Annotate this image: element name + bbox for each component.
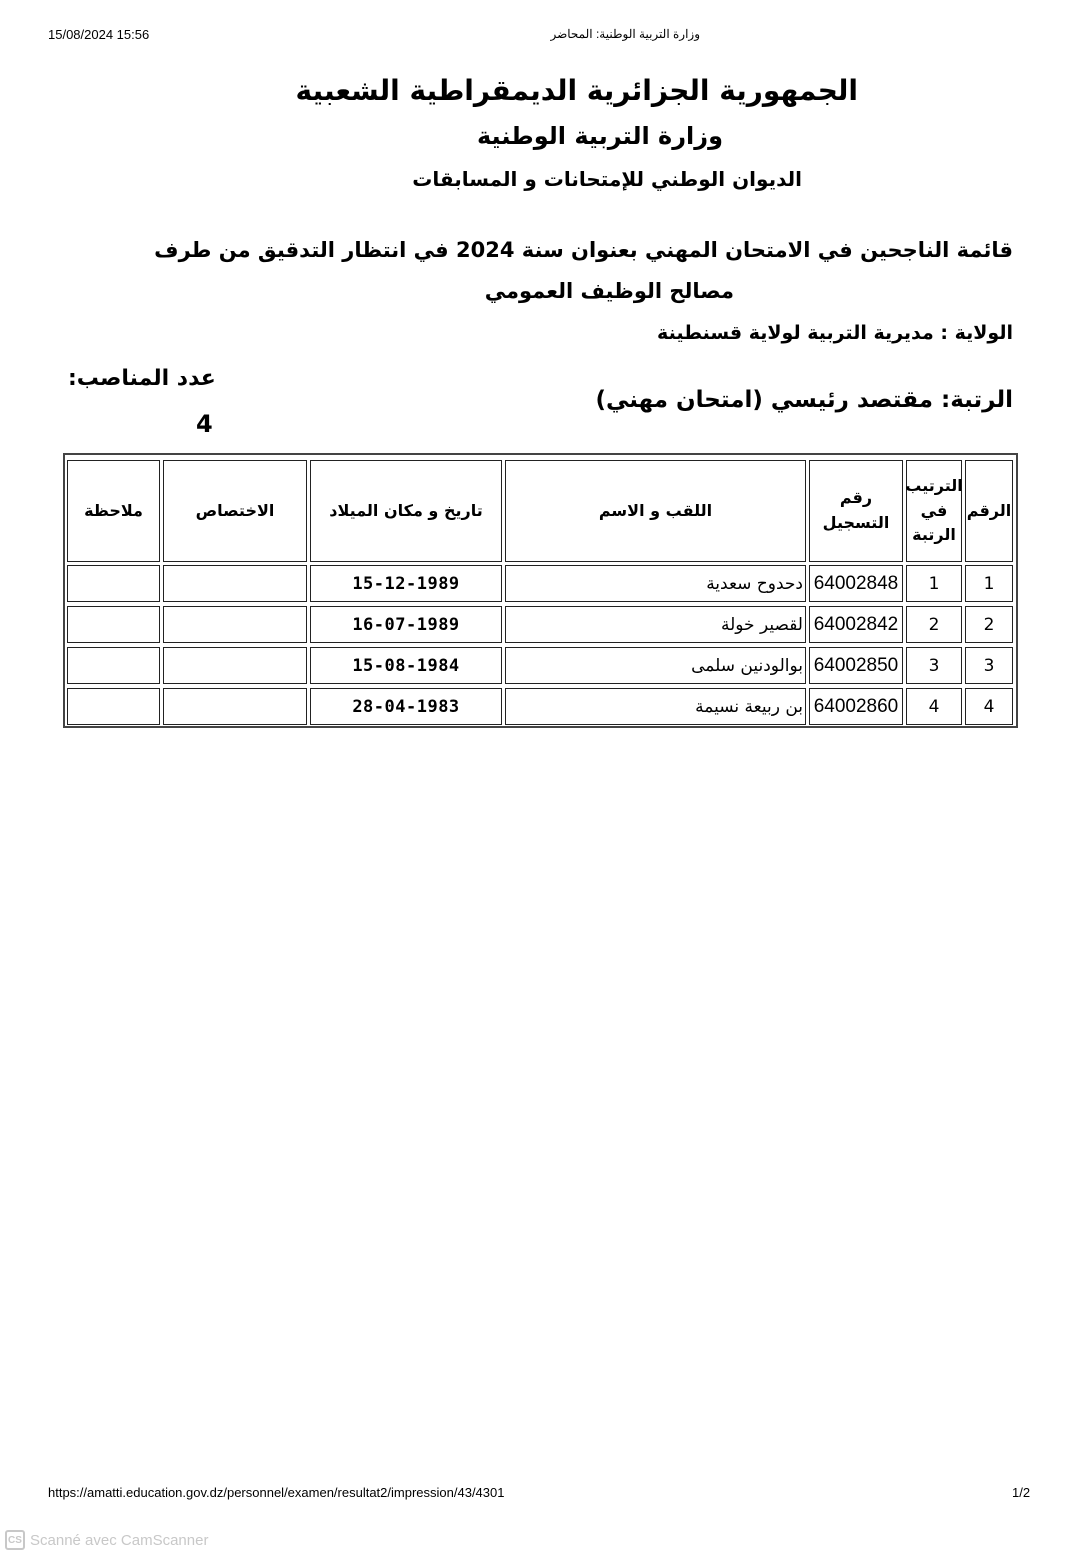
footer-page-number: 1/2 <box>1012 1485 1031 1500</box>
cell-rank: 2 <box>906 606 962 643</box>
header-rank: الترتيب في الرتبة <box>906 460 962 562</box>
cell-name: دحدوح سعدية <box>505 565 806 602</box>
cell-name: بن ربيعة نسيمة <box>505 688 806 725</box>
cell-birth: 15-08-1984 <box>310 647 502 684</box>
header-birth: تاريخ و مكان الميلاد <box>310 460 502 562</box>
header-note: ملاحظة <box>67 460 160 562</box>
cell-specialty <box>163 688 307 725</box>
cell-number: 1 <box>965 565 1013 602</box>
cell-name: لقصير خولة <box>505 606 806 643</box>
office-heading: الديوان الوطني للإمتحانات و المسابقات <box>412 167 802 191</box>
cell-registration: 64002860 <box>809 688 903 725</box>
header-name: اللقب و الاسم <box>505 460 806 562</box>
camscanner-logo-icon: CS <box>5 1530 25 1550</box>
camscanner-watermark <box>5 1530 208 1550</box>
cell-birth: 15-12-1989 <box>310 565 502 602</box>
camscanner-text: Scanné avec CamScanner <box>30 1531 209 1549</box>
print-datetime: 15/08/2024 15:56 <box>48 27 150 42</box>
cell-number: 2 <box>965 606 1013 643</box>
grade-line: الرتبة: مقتصد رئيسي (امتحان مهني) <box>595 387 1013 413</box>
cell-rank: 3 <box>906 647 962 684</box>
wilaya-line: الولاية : مديرية التربية لولاية قسنطينة <box>657 322 1013 344</box>
results-table <box>63 453 1018 728</box>
cell-note <box>67 606 160 643</box>
cell-note <box>67 565 160 602</box>
cell-name: بوالودنين سلمى <box>505 647 806 684</box>
cell-registration: 64002848 <box>809 565 903 602</box>
cell-registration: 64002850 <box>809 647 903 684</box>
cell-rank: 1 <box>906 565 962 602</box>
header-specialty: الاختصاص <box>163 460 307 562</box>
print-page-title: وزارة التربية الوطنية: المحاضر <box>550 27 700 41</box>
list-title-line1: قائمة الناجحين في الامتحان المهني بعنوان سنة 2024 في انتظار التدقيق من طرف <box>154 238 1013 262</box>
posts-value: 4 <box>196 410 213 438</box>
cell-specialty <box>163 606 307 643</box>
cell-number: 3 <box>965 647 1013 684</box>
cell-registration: 64002842 <box>809 606 903 643</box>
cell-birth: 16-07-1989 <box>310 606 502 643</box>
header-number: الرقم <box>965 460 1013 562</box>
header-registration: رقم التسجيل <box>809 460 903 562</box>
footer-url: https://amatti.education.gov.dz/personnel/examen/resultat2/impression/43/4301 <box>48 1485 505 1500</box>
ministry-heading: وزارة التربية الوطنية <box>476 122 723 150</box>
list-title-line2: مصالح الوظيف العمومي <box>484 279 734 303</box>
cell-number: 4 <box>965 688 1013 725</box>
republic-heading: الجمهورية الجزائرية الديمقراطية الشعبية <box>295 74 858 107</box>
cell-rank: 4 <box>906 688 962 725</box>
cell-note <box>67 647 160 684</box>
cell-birth: 28-04-1983 <box>310 688 502 725</box>
cell-specialty <box>163 647 307 684</box>
cell-specialty <box>163 565 307 602</box>
cell-note <box>67 688 160 725</box>
posts-label: عدد المناصب: <box>68 366 216 391</box>
